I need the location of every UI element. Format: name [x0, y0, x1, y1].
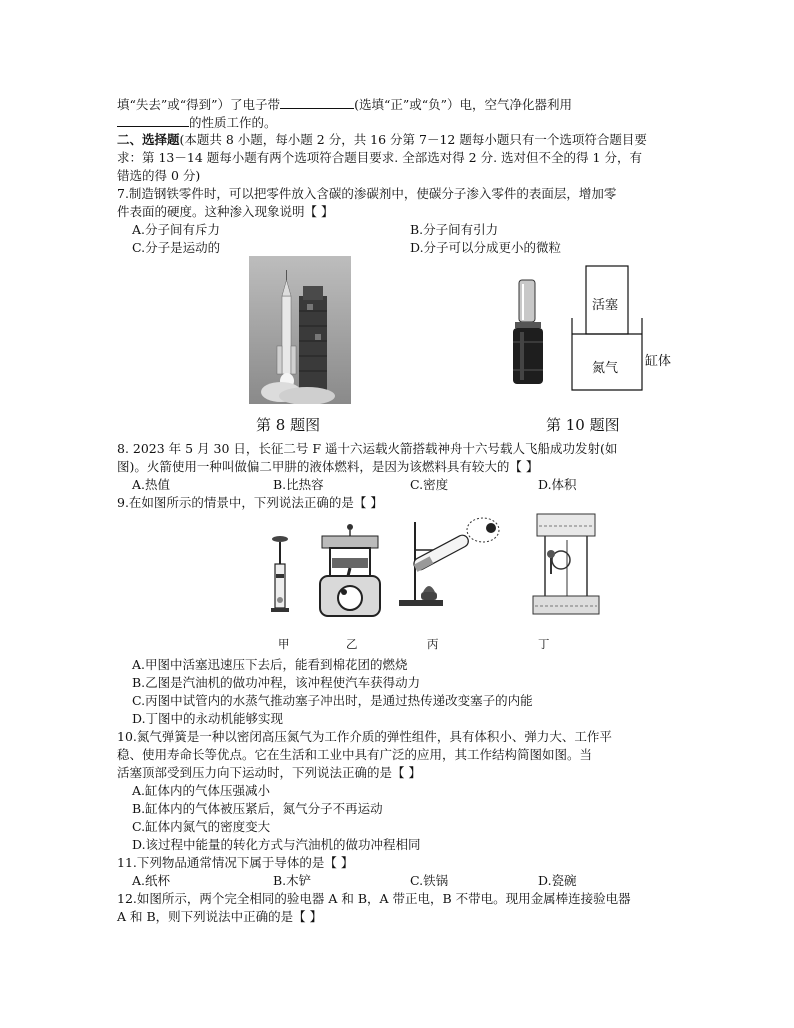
section-title: 二、选择题	[117, 132, 180, 147]
text: (选填“正”或“负”）电，空气净化器利用	[354, 97, 573, 112]
q9-option-a[interactable]: A.甲图中活塞迅速压下去后，能看到棉花团的燃烧	[132, 657, 408, 672]
piston-label: 活塞	[592, 298, 619, 313]
answer-blank[interactable]	[117, 113, 189, 127]
fire-syringe-figure	[266, 534, 294, 614]
section-intro: (本题共 8 小题，每小题 2 分，共 16 分第 7－12 题每小题只有一个选项符合题目要	[179, 132, 647, 147]
label-ding: 丁	[538, 637, 550, 651]
q10-option-a[interactable]: A.缸体内的气体压强减小	[132, 783, 271, 798]
engine-stroke-figure	[318, 520, 382, 620]
q11-stem: 11.下列物品通常情况下属于导体的是【 】	[117, 855, 354, 870]
test-tube-steam-figure	[395, 510, 505, 610]
q7-stem-1: 7.制造钢铁零件时，可以把零件放入含碳的渗碳剂中，使碳分子渗入零件的表面层，增加零	[117, 186, 617, 201]
label-jia: 甲	[278, 637, 290, 651]
q8-option-a[interactable]: A.热值	[132, 477, 171, 492]
caption-figure-10: 第 10 题图	[546, 416, 620, 434]
q12-stem-1: 12.如图所示，两个完全相同的验电器 A 和 B，A 带正电，B 不带电。现用金属棒连接验电器	[117, 891, 631, 906]
q8-option-b[interactable]: B.比热容	[273, 477, 324, 492]
q8-stem-1: 8. 2023 年 5 月 30 日，长征二号 F 遥十六运载火箭搭载神舟十六号载人飞船成功发射(如	[117, 441, 618, 456]
nitrogen-label: 氮气	[592, 361, 619, 376]
perpetual-motion-figure	[527, 510, 605, 618]
nitrogen-spring-figure	[510, 262, 680, 402]
q9-option-b[interactable]: B.乙图是汽油机的做功冲程，该冲程使汽车获得动力	[132, 675, 421, 690]
q10-stem-3: 活塞顶部受到压力向下运动时，下列说法正确的是【 】	[117, 765, 421, 780]
cylinder-label: 缸体	[645, 354, 672, 369]
q10-option-b[interactable]: B.缸体内的气体被压紧后，氮气分子不再运动	[132, 801, 383, 816]
section-2-heading	[117, 131, 647, 148]
caption-figure-8: 第 8 题图	[256, 416, 321, 434]
q11-option-d[interactable]: D.瓷碗	[538, 873, 577, 888]
q9-option-c[interactable]: C.丙图中试管内的水蒸气推动塞子冲出时，是通过热传递改变塞子的内能	[132, 693, 533, 708]
label-yi: 乙	[346, 637, 358, 651]
text: 填“失去”或“得到”）了电子带	[117, 97, 281, 112]
q8-stem-2: 图)。火箭使用一种叫做偏二甲肼的液体燃料，是因为该燃料具有较大的【 】	[117, 459, 539, 474]
fill-line-1	[117, 95, 572, 113]
q7-option-a[interactable]: A.分子间有斥力	[132, 222, 221, 237]
rocket-launch-photo	[249, 256, 351, 404]
section-2-intro-line2: 求：第 13－14 题每小题有两个选项符合题目要求. 全部选对得 2 分. 选对但不全的得 1 分，有	[117, 150, 642, 165]
label-bing: 丙	[427, 637, 439, 651]
q8-option-d[interactable]: D.体积	[538, 477, 577, 492]
q9-option-d[interactable]: D.丁图中的永动机能够实现	[132, 711, 284, 726]
q9-stem: 9.在如图所示的情景中，下列说法正确的是【 】	[117, 495, 383, 510]
q11-option-b[interactable]: B.木铲	[273, 873, 312, 888]
text: 的性质工作的。	[189, 115, 277, 130]
q10-stem-2: 稳、使用寿命长等优点。它在生活和工业中具有广泛的应用，其工作结构简图如图。当	[117, 747, 593, 762]
q10-option-c[interactable]: C.缸体内氮气的密度变大	[132, 819, 271, 834]
q11-option-a[interactable]: A.纸杯	[132, 873, 171, 888]
q7-option-c[interactable]: C.分子是运动的	[132, 240, 221, 255]
q7-option-b[interactable]: B.分子间有引力	[410, 222, 499, 237]
q10-stem-1: 10.氮气弹簧是一种以密闭高压氮气为工作介质的弹性组件，具有体积小、弹力大、工作平	[117, 729, 612, 744]
q12-stem-2: A 和 B，则下列说法中正确的是【 】	[117, 909, 323, 924]
q11-option-c[interactable]: C.铁锅	[410, 873, 449, 888]
q10-option-d[interactable]: D.该过程中能量的转化方式与汽油机的做功冲程相同	[132, 837, 421, 852]
answer-blank[interactable]	[280, 95, 354, 109]
q7-stem-2: 件表面的硬度。这种渗入现象说明【 】	[117, 204, 334, 219]
fill-line-2	[117, 113, 277, 131]
q8-option-c[interactable]: C.密度	[410, 477, 449, 492]
q7-option-d[interactable]: D.分子可以分成更小的微粒	[410, 240, 562, 255]
section-2-intro-line3: 错选的得 0 分)	[117, 168, 201, 183]
